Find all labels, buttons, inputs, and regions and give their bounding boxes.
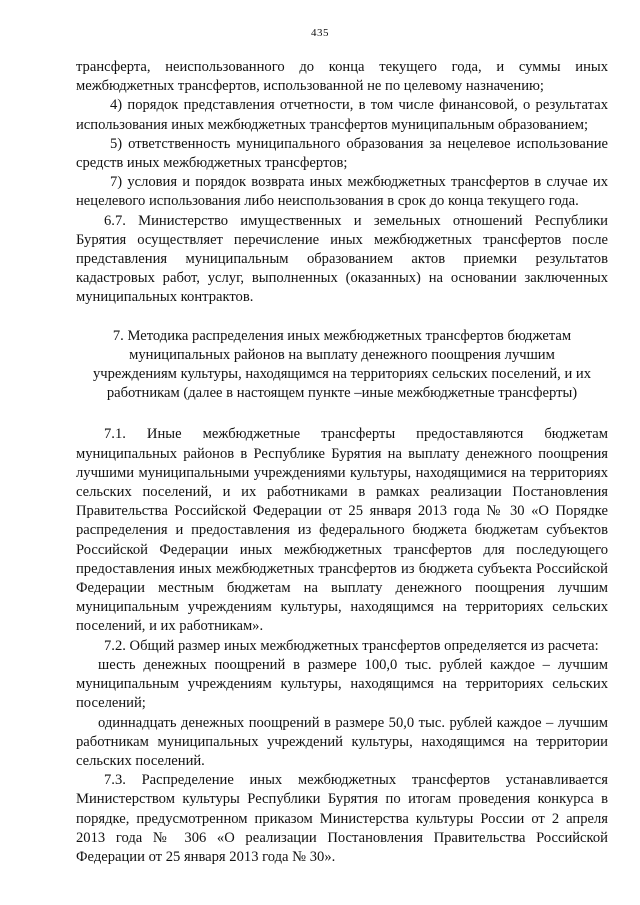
section-spacer (76, 403, 608, 425)
paragraph-7-3: 7.3. Распределение иных межбюджетных трансфертов устанавливается Министерством культуры Республики Бурятия по итогам проведения конкурса в порядке, предусмотренном приказом Министерства культуры России от 2 апреля 2013 года № 306 «О реализации Постановления Правительства Российской Федерации от 25 января 2013 года № 30». (76, 772, 608, 865)
paragraph-item-5: 5) ответственность муниципального образования за нецелевое использование средств иных межбюджетных трансфертов; (76, 135, 608, 172)
paragraph-bonus-institutions: шесть денежных поощрений в размере 100,0 тыс. рублей каждое – лучшим муниципальным учреждениям культуры, находящимся на территориях сельских поселений; (76, 656, 608, 712)
paragraph-6-7: 6.7. Министерство имущественных и земельных отношений Республики Бурятия осуществляет перечисление иных межбюджетных трансфертов после представления муниципальным образованием актов приемки результатов кадастровых работ, услуг, выполненных (оказанных) на основании заключенных муниципальных контрактов. (76, 212, 608, 306)
paragraph-transfer-continuation: трансферта, неиспользованного до конца текущего года, и суммы иных межбюджетных трансфертов, использованной не по целевому назначению; (76, 59, 608, 95)
document-body (76, 58, 608, 867)
section-7-heading: 7. Методика распределения иных межбюджетных трансфертов бюджетам муниципальных районов на выплату денежного поощрения лучшим учреждениям культуры, находящимся на территориях сельских поселений, и их работникам (далее в настоящем пункте –иные межбюджетные трансферты) (92, 327, 592, 402)
paragraph-item-4: 4) порядок представления отчетности, в том числе финансовой, о результатах использования иных межбюджетных трансфертов муниципальным образованием; (76, 97, 608, 133)
paragraph-item-7: 7) условия и порядок возврата иных межбюджетных трансфертов в случае их нецелевого использования либо неиспользования в срок до конца текущего года. (76, 174, 608, 210)
page-number: 435 (311, 27, 329, 39)
paragraph-7-1: 7.1. Иные межбюджетные трансферты предоставляются бюджетам муниципальных районов в Республике Бурятия на выплату денежного поощрения лучшими муниципальными учреждениями культуры, находящимися на территориях сельских поселений, и их работниками в рамках реализации Постановления Правительства Российской Федерации от 25 января 2013 года № 30 «О Порядке распределения и предоставления из федерального бюджета бюджетам субъектов Российской Федерации иных межбюджетных трансфертов для последующего предоставления иных межбюджетных трансфертов из бюджета субъекта Российской Федерации местным бюджетам на выплату денежного поощрения лучшим муниципальным учреждениям культуры, находящимся на территориях сельских поселений, и их работникам». (76, 426, 608, 635)
paragraph-7-2: 7.2. Общий размер иных межбюджетных трансфертов определяется из расчета: (104, 637, 599, 654)
section-spacer (76, 308, 608, 327)
paragraph-bonus-workers: одиннадцать денежных поощрений в размере 50,0 тыс. рублей каждое – лучшим работникам муниципальных учреждений культуры, находящимся на территории сельских поселений. (76, 714, 608, 769)
